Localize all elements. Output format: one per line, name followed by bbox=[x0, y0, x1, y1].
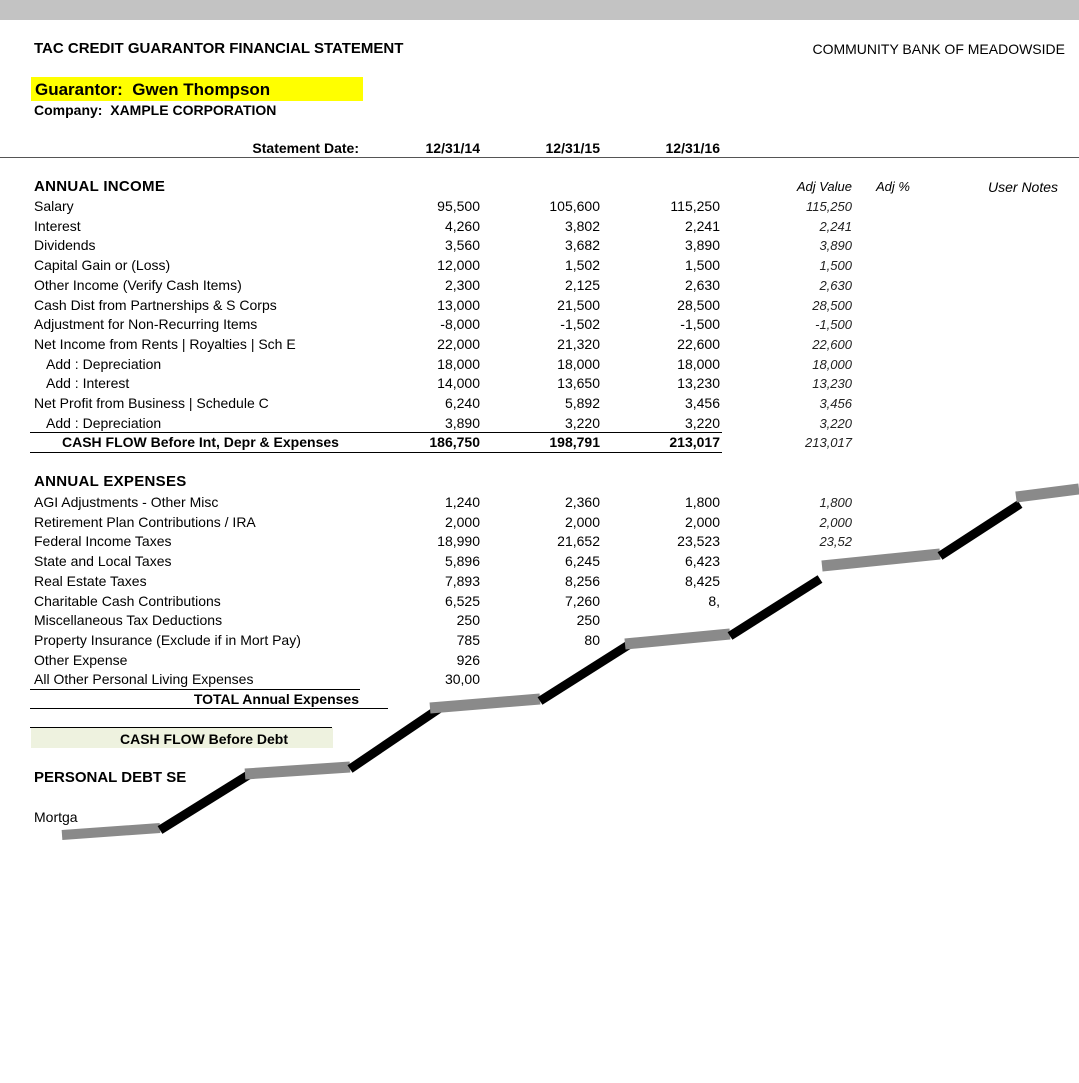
value-1: 5,896 bbox=[444, 553, 480, 570]
row-label: Capital Gain or (Loss) bbox=[34, 257, 171, 274]
value-3: 28,500 bbox=[677, 296, 720, 313]
value-1: 13,000 bbox=[437, 296, 480, 313]
value-3: -1,500 bbox=[680, 316, 720, 333]
value-2: 80 bbox=[584, 631, 600, 648]
value-1: 18,000 bbox=[437, 355, 480, 372]
row-label: Property Insurance (Exclude if in Mort Pay) bbox=[34, 631, 301, 648]
value-3: 6,423 bbox=[684, 553, 720, 570]
value-1: 2,000 bbox=[444, 513, 480, 530]
value-2: 105,600 bbox=[549, 198, 600, 214]
value-2: 18,000 bbox=[557, 355, 600, 372]
value-2: 5,892 bbox=[564, 395, 600, 411]
value-1: 30,00 bbox=[444, 671, 480, 688]
row-label: Add : Depreciation bbox=[46, 355, 162, 372]
value-3: 2,241 bbox=[684, 217, 720, 234]
row-label: Add : Interest bbox=[46, 375, 130, 392]
value-3: 8,425 bbox=[684, 572, 720, 589]
value-2: -1,502 bbox=[560, 316, 600, 333]
value-3: 3,220 bbox=[684, 414, 720, 431]
value-1: 785 bbox=[456, 631, 480, 648]
row-label: Add : Depreciation bbox=[46, 414, 162, 431]
row-label: Charitable Cash Contributions bbox=[34, 592, 221, 609]
user-notes-header: User Notes bbox=[988, 179, 1059, 195]
value-3: 1,500 bbox=[684, 257, 720, 274]
value-1: 2,300 bbox=[444, 276, 480, 293]
value-2: 3,802 bbox=[564, 217, 600, 234]
row-label: Federal Income Taxes bbox=[34, 533, 172, 550]
value-3: 2,000 bbox=[684, 513, 720, 530]
date-col-3: 12/31/16 bbox=[665, 140, 720, 156]
value-3: 22,600 bbox=[677, 335, 720, 352]
row-label: Salary bbox=[34, 198, 74, 214]
adj-value: 3,890 bbox=[819, 238, 852, 254]
mortgage-label: Mortga bbox=[34, 809, 78, 825]
adj-value: 213,017 bbox=[805, 435, 852, 451]
adj-pct-header: Adj % bbox=[876, 179, 910, 194]
value-1: 3,890 bbox=[444, 414, 480, 431]
value-2: 21,652 bbox=[557, 533, 600, 550]
adj-value: -1,500 bbox=[815, 317, 852, 333]
value-1: 186,750 bbox=[429, 434, 480, 451]
adj-value: 3,220 bbox=[819, 415, 852, 431]
value-3: 23,523 bbox=[677, 533, 720, 550]
row-label: Other Expense bbox=[34, 651, 128, 668]
value-2: 2,000 bbox=[564, 513, 600, 530]
date-col-2: 12/31/15 bbox=[545, 140, 600, 156]
value-1: 14,000 bbox=[437, 375, 480, 392]
value-2: 21,500 bbox=[557, 296, 600, 313]
value-2: 8,256 bbox=[564, 572, 600, 589]
value-2: 6,245 bbox=[564, 553, 600, 570]
value-2: 7,260 bbox=[564, 592, 600, 609]
value-2: 21,320 bbox=[557, 335, 600, 352]
value-1: 95,500 bbox=[437, 198, 480, 214]
bank-name: COMMUNITY BANK OF MEADOWSIDE bbox=[812, 41, 1065, 57]
value-2: 250 bbox=[576, 612, 600, 629]
value-3: 213,017 bbox=[669, 434, 720, 451]
value-1: 1,240 bbox=[444, 494, 480, 510]
value-1: 3,560 bbox=[444, 237, 480, 254]
value-1: 6,240 bbox=[444, 395, 480, 411]
row-label: Interest bbox=[34, 217, 81, 234]
row-label: Miscellaneous Tax Deductions bbox=[34, 612, 223, 629]
row-label: AGI Adjustments - Other Misc bbox=[34, 494, 219, 510]
adj-value: 13,230 bbox=[812, 376, 852, 392]
value-3: 3,456 bbox=[684, 395, 720, 411]
tear-step-2-flat bbox=[245, 767, 350, 774]
value-1: 4,260 bbox=[444, 217, 480, 234]
row-label: All Other Personal Living Expenses bbox=[34, 671, 254, 688]
row-label: State and Local Taxes bbox=[34, 553, 172, 570]
row-label: Other Income (Verify Cash Items) bbox=[34, 276, 242, 293]
white-tear-mask bbox=[0, 492, 1079, 1083]
value-1: 6,525 bbox=[444, 592, 480, 609]
adj-value-header: Adj Value bbox=[796, 179, 852, 194]
value-3: 8, bbox=[708, 592, 720, 609]
row-label: Net Profit from Business | Schedule C bbox=[34, 395, 269, 411]
cash-flow-before-debt-label: CASH FLOW Before Debt bbox=[120, 731, 288, 747]
adj-value: 2,630 bbox=[819, 277, 852, 293]
adj-value: 2,000 bbox=[819, 514, 852, 530]
value-3: 2,630 bbox=[684, 276, 720, 293]
value-2: 13,650 bbox=[557, 375, 600, 392]
adj-value: 23,52 bbox=[819, 534, 852, 550]
personal-debt-title: PERSONAL DEBT SE bbox=[34, 769, 187, 786]
total-annual-expenses-label: TOTAL Annual Expenses bbox=[193, 691, 359, 707]
adj-value: 2,241 bbox=[819, 218, 852, 234]
adj-value: 3,456 bbox=[819, 396, 852, 411]
row-label: Adjustment for Non-Recurring Items bbox=[34, 316, 258, 333]
row-label: CASH FLOW Before Int, Depr & Expenses bbox=[62, 434, 339, 451]
date-col-1: 12/31/14 bbox=[425, 140, 480, 156]
row-label: Real Estate Taxes bbox=[34, 572, 147, 589]
company-name: Company: XAMPLE CORPORATION bbox=[34, 102, 277, 118]
value-2: 2,125 bbox=[564, 276, 600, 293]
row-label: Cash Dist from Partnerships & S Corps bbox=[34, 296, 277, 313]
value-3: 115,250 bbox=[670, 198, 720, 214]
value-3: 13,230 bbox=[677, 375, 720, 392]
adj-value: 22,600 bbox=[812, 336, 852, 352]
guarantor-name: Guarantor: Gwen Thompson bbox=[35, 80, 271, 99]
statement-date-label: Statement Date: bbox=[252, 140, 359, 156]
value-1: 12,000 bbox=[437, 257, 480, 274]
row-label: Dividends bbox=[34, 237, 96, 254]
row-label: Retirement Plan Contributions / IRA bbox=[34, 513, 256, 530]
adj-value: 28,500 bbox=[812, 297, 852, 313]
value-3: 3,890 bbox=[684, 237, 720, 254]
value-1: -8,000 bbox=[440, 316, 480, 333]
value-2: 3,220 bbox=[564, 414, 600, 431]
adj-value: 18,000 bbox=[812, 356, 852, 372]
value-2: 3,682 bbox=[564, 237, 600, 254]
value-1: 18,990 bbox=[437, 533, 480, 550]
annual-income-title: ANNUAL INCOME bbox=[34, 178, 166, 195]
annual-expenses-title: ANNUAL EXPENSES bbox=[34, 473, 187, 490]
value-2: 2,360 bbox=[564, 494, 600, 510]
value-2: 1,502 bbox=[564, 257, 600, 274]
statement-title: TAC CREDIT GUARANTOR FINANCIAL STATEMENT bbox=[34, 40, 404, 57]
adj-value: 1,800 bbox=[819, 495, 852, 510]
row-label: Net Income from Rents | Royalties | Sch E bbox=[34, 335, 296, 352]
value-1: 926 bbox=[456, 651, 480, 668]
adj-value: 1,500 bbox=[819, 258, 852, 274]
value-1: 7,893 bbox=[444, 572, 480, 589]
value-3: 1,800 bbox=[684, 494, 720, 510]
adj-value: 115,250 bbox=[805, 199, 852, 214]
value-3: 18,000 bbox=[677, 355, 720, 372]
value-2: 198,791 bbox=[549, 434, 600, 451]
value-1: 22,000 bbox=[437, 335, 480, 352]
tear-step-1-flat bbox=[62, 828, 160, 835]
value-1: 250 bbox=[456, 612, 480, 629]
